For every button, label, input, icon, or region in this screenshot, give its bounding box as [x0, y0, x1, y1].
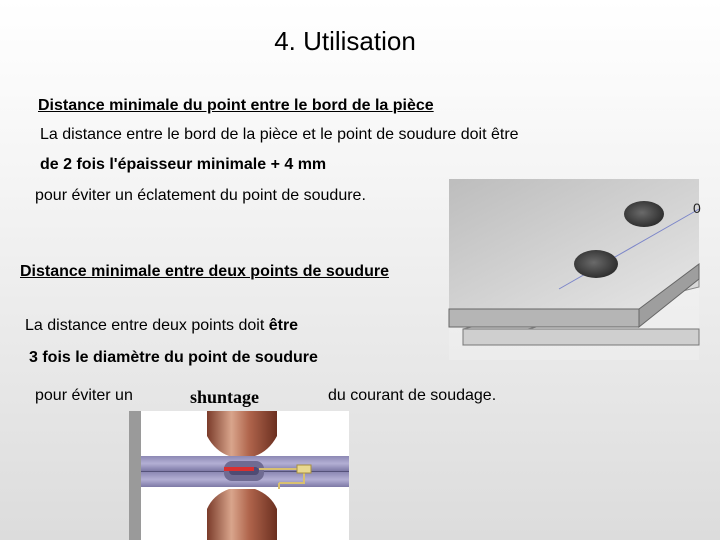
section2-line2: 3 fois le diamètre du point de soudure	[29, 349, 318, 366]
section2-line1-prefix: La distance entre deux points doit	[25, 317, 269, 334]
section2-line1-bold: être	[268, 317, 299, 334]
section2-line3-part3: du courant de soudage.	[328, 387, 497, 404]
slide-title: 4. Utilisation	[274, 26, 416, 56]
section1-line2: de 2 fois l'épaisseur minimale + 4 mm	[40, 156, 327, 173]
section2-line3-shuntage: shuntage	[190, 387, 260, 407]
shunting-weld-image	[129, 411, 349, 540]
section1-line1: La distance entre le bord de la pièce et le point de soudure doit être	[40, 126, 519, 143]
section2-line3-part1: pour éviter un	[35, 387, 133, 404]
section1-heading: Distance minimale du point entre le bord de la pièce	[38, 97, 434, 114]
section1-line3: pour éviter un éclatement du point de soudure.	[35, 187, 366, 204]
weld-plates-image	[449, 179, 699, 360]
section2-heading: Distance minimale entre deux points de soudure	[20, 263, 389, 280]
section2-line1	[25, 317, 298, 335]
plate-label: 0	[693, 200, 701, 216]
